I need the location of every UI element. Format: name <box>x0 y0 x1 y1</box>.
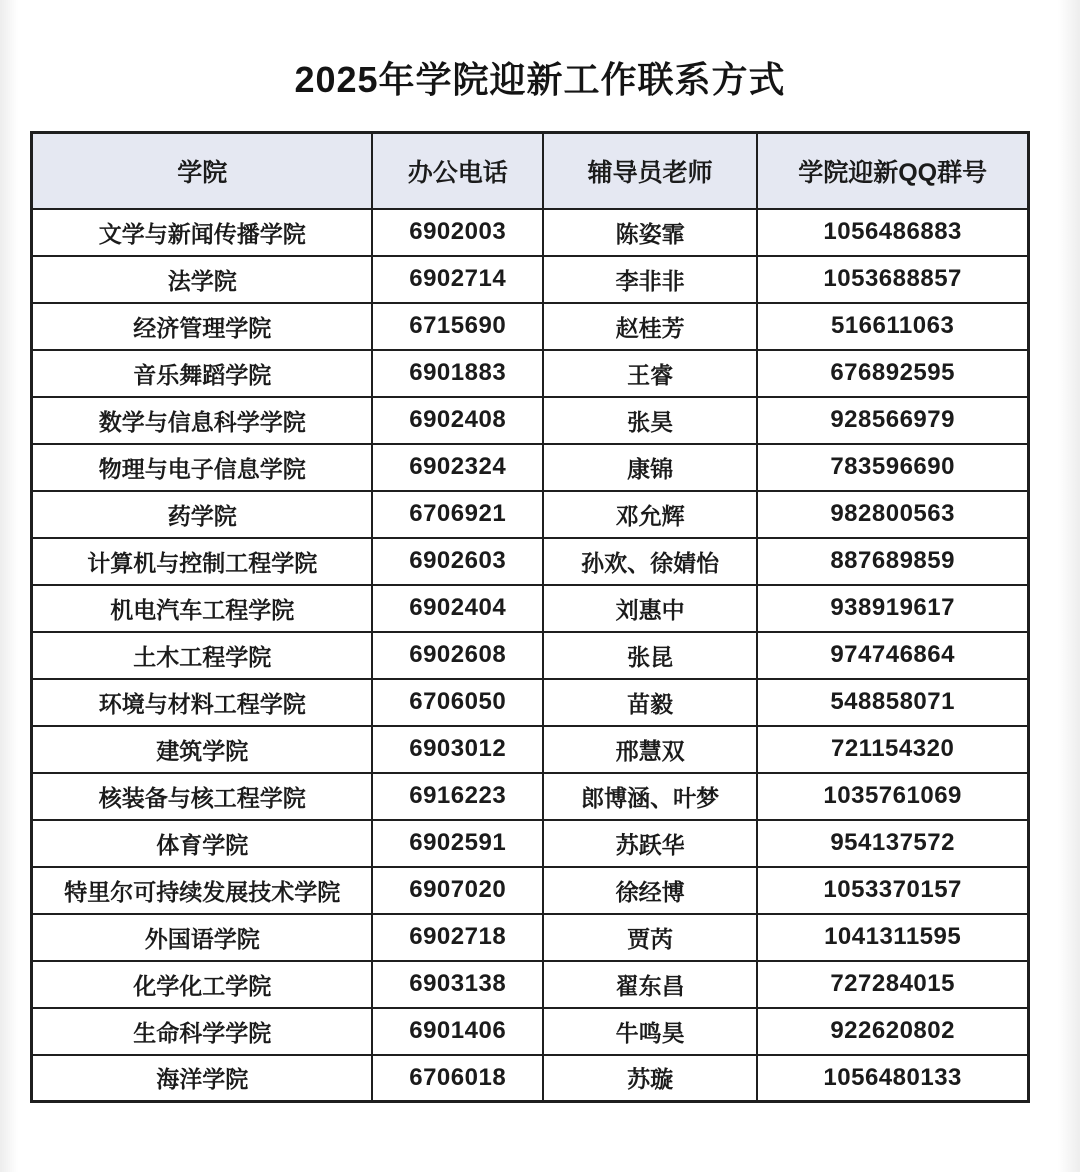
table-row <box>32 961 1029 1008</box>
phone-cell: 6902591 <box>372 820 542 867</box>
phone-cell: 6902608 <box>372 632 542 679</box>
teacher-cell: 苏跃华 <box>543 820 757 867</box>
qq-group-cell: 676892595 <box>757 350 1028 397</box>
table-row <box>32 491 1029 538</box>
teacher-cell: 赵桂芳 <box>543 303 757 350</box>
table-row <box>32 209 1029 256</box>
teacher-cell: 邓允辉 <box>543 491 757 538</box>
phone-cell: 6907020 <box>372 867 542 914</box>
qq-group-cell: 516611063 <box>757 303 1028 350</box>
college-cell: 体育学院 <box>32 820 373 867</box>
qq-group-cell: 1053370157 <box>757 867 1028 914</box>
column-header-teacher: 辅导员老师 <box>543 133 757 209</box>
qq-group-cell: 1053688857 <box>757 256 1028 303</box>
phone-cell: 6903012 <box>372 726 542 773</box>
qq-group-cell: 887689859 <box>757 538 1028 585</box>
table-row <box>32 632 1029 679</box>
teacher-cell: 陈姿霏 <box>543 209 757 256</box>
college-cell: 数学与信息科学学院 <box>32 397 373 444</box>
table-row <box>32 773 1029 820</box>
phone-cell: 6715690 <box>372 303 542 350</box>
college-cell: 环境与材料工程学院 <box>32 679 373 726</box>
college-cell: 化学化工学院 <box>32 961 373 1008</box>
table-row <box>32 303 1029 350</box>
table-row <box>32 867 1029 914</box>
phone-cell: 6902408 <box>372 397 542 444</box>
college-cell: 海洋学院 <box>32 1055 373 1102</box>
phone-cell: 6903138 <box>372 961 542 1008</box>
phone-cell: 6902324 <box>372 444 542 491</box>
table-row <box>32 1055 1029 1102</box>
qq-group-cell: 548858071 <box>757 679 1028 726</box>
table-row <box>32 1008 1029 1055</box>
teacher-cell: 苏璇 <box>543 1055 757 1102</box>
phone-cell: 6902003 <box>372 209 542 256</box>
qq-group-cell: 928566979 <box>757 397 1028 444</box>
table-row <box>32 538 1029 585</box>
qq-group-cell: 1041311595 <box>757 914 1028 961</box>
phone-cell: 6706921 <box>372 491 542 538</box>
column-header-phone: 办公电话 <box>372 133 542 209</box>
qq-group-cell: 982800563 <box>757 491 1028 538</box>
college-cell: 文学与新闻传播学院 <box>32 209 373 256</box>
phone-cell: 6901406 <box>372 1008 542 1055</box>
phone-cell: 6902404 <box>372 585 542 632</box>
qq-group-cell: 922620802 <box>757 1008 1028 1055</box>
page-title: 2025年学院迎新工作联系方式 <box>294 59 786 100</box>
college-cell: 建筑学院 <box>32 726 373 773</box>
table-row <box>32 397 1029 444</box>
table-row <box>32 679 1029 726</box>
table-row <box>32 350 1029 397</box>
phone-cell: 6902714 <box>372 256 542 303</box>
teacher-cell: 邢慧双 <box>543 726 757 773</box>
college-cell: 外国语学院 <box>32 914 373 961</box>
qq-group-cell: 1056480133 <box>757 1055 1028 1102</box>
teacher-cell: 李非非 <box>543 256 757 303</box>
qq-group-cell: 974746864 <box>757 632 1028 679</box>
college-cell: 生命科学学院 <box>32 1008 373 1055</box>
teacher-cell: 康锦 <box>543 444 757 491</box>
table-row <box>32 726 1029 773</box>
teacher-cell: 刘惠中 <box>543 585 757 632</box>
college-cell: 特里尔可持续发展技术学院 <box>32 867 373 914</box>
teacher-cell: 孙欢、徐婧怡 <box>543 538 757 585</box>
teacher-cell: 王睿 <box>543 350 757 397</box>
college-cell: 计算机与控制工程学院 <box>32 538 373 585</box>
teacher-cell: 翟东昌 <box>543 961 757 1008</box>
college-cell: 药学院 <box>32 491 373 538</box>
phone-cell: 6916223 <box>372 773 542 820</box>
contact-table <box>30 131 1030 1103</box>
teacher-cell: 郎博涵、叶梦 <box>543 773 757 820</box>
table-row <box>32 914 1029 961</box>
teacher-cell: 徐经博 <box>543 867 757 914</box>
column-header-qq-group: 学院迎新QQ群号 <box>757 133 1028 209</box>
qq-group-cell: 727284015 <box>757 961 1028 1008</box>
phone-cell: 6902603 <box>372 538 542 585</box>
college-cell: 法学院 <box>32 256 373 303</box>
college-cell: 经济管理学院 <box>32 303 373 350</box>
phone-cell: 6902718 <box>372 914 542 961</box>
college-cell: 音乐舞蹈学院 <box>32 350 373 397</box>
teacher-cell: 贾芮 <box>543 914 757 961</box>
table-row <box>32 585 1029 632</box>
teacher-cell: 张昆 <box>543 632 757 679</box>
teacher-cell: 张昊 <box>543 397 757 444</box>
phone-cell: 6901883 <box>372 350 542 397</box>
qq-group-cell: 1056486883 <box>757 209 1028 256</box>
qq-group-cell: 954137572 <box>757 820 1028 867</box>
teacher-cell: 牛鸣昊 <box>543 1008 757 1055</box>
college-cell: 土木工程学院 <box>32 632 373 679</box>
teacher-cell: 苗毅 <box>543 679 757 726</box>
qq-group-cell: 721154320 <box>757 726 1028 773</box>
college-cell: 核装备与核工程学院 <box>32 773 373 820</box>
table-row <box>32 256 1029 303</box>
phone-cell: 6706050 <box>372 679 542 726</box>
qq-group-cell: 783596690 <box>757 444 1028 491</box>
table-row <box>32 444 1029 491</box>
table-header <box>32 133 1029 209</box>
qq-group-cell: 1035761069 <box>757 773 1028 820</box>
column-header-college: 学院 <box>32 133 373 209</box>
phone-cell: 6706018 <box>372 1055 542 1102</box>
header-row <box>32 133 1029 209</box>
qq-group-cell: 938919617 <box>757 585 1028 632</box>
college-cell: 物理与电子信息学院 <box>32 444 373 491</box>
table-body <box>32 209 1029 1102</box>
table-row <box>32 820 1029 867</box>
college-cell: 机电汽车工程学院 <box>32 585 373 632</box>
